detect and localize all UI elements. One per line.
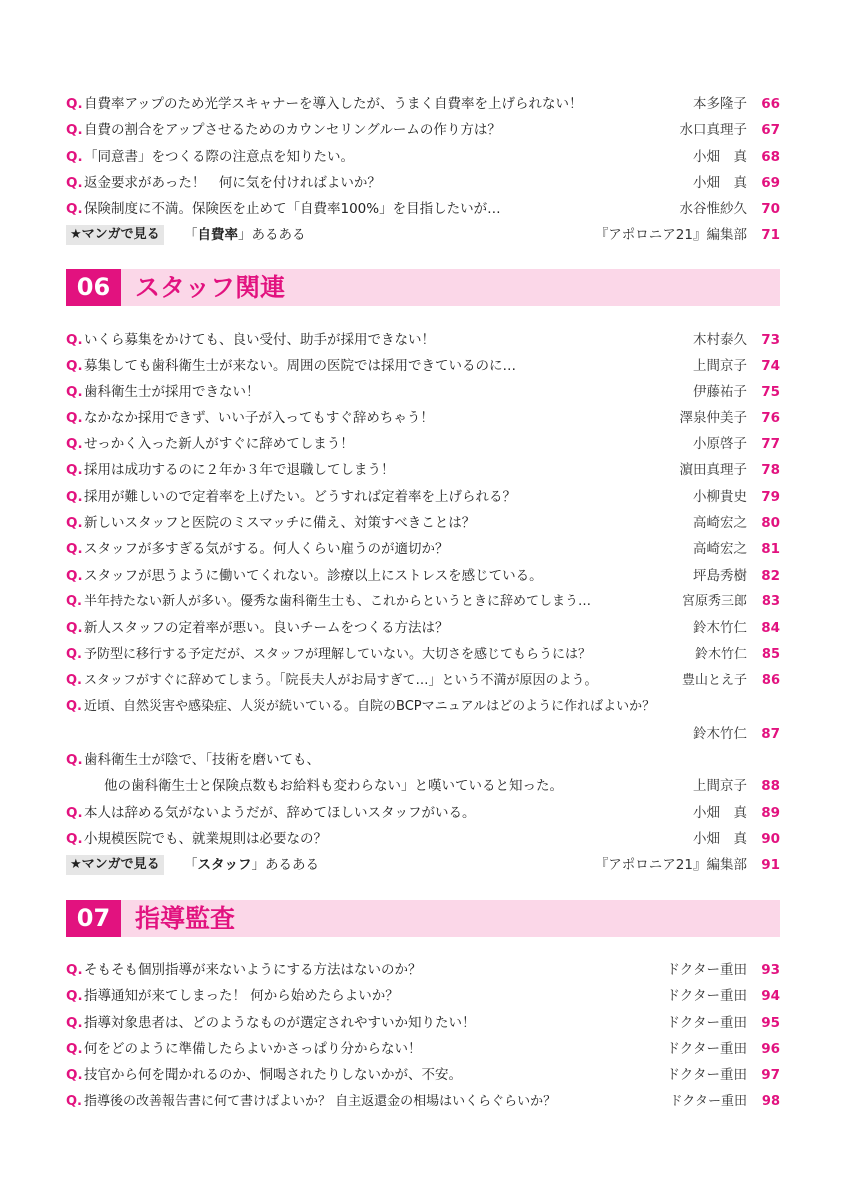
q-marker: Q.: [66, 752, 83, 768]
page-number: 93: [761, 962, 780, 978]
toc-row[interactable]: [66, 800, 780, 826]
q-marker: Q.: [66, 332, 83, 348]
page-number: 91: [761, 857, 780, 873]
toc-row[interactable]: [66, 170, 780, 196]
question-text: なかなか採用できず、いい子が入ってもすぐ辞めちゃう！: [84, 410, 434, 426]
question-text: 採用は成功するのに２年か３年で退職してしまう！: [84, 462, 395, 478]
q-marker: Q.: [66, 831, 83, 847]
author: 小原啓子: [693, 436, 747, 452]
author: ドクター重田: [666, 962, 747, 978]
question-text: スタッフが思うように働いてくれない。診療以上にストレスを感じている。: [84, 568, 543, 584]
author: 『アポロニア21』編集部: [594, 227, 747, 243]
question-text: 近頃、自然災害や感染症、人災が続いている。自院のBCPマニュアルはどのように作ればよいか？: [84, 699, 656, 714]
toc-row[interactable]: [66, 1036, 780, 1062]
question-text: 歯科衛生士が採用できない！: [84, 384, 260, 400]
q-marker: Q.: [66, 149, 83, 165]
author: 小柳貴史: [693, 489, 747, 505]
q-marker: Q.: [66, 620, 83, 636]
q-marker: Q.: [66, 410, 83, 426]
q-marker: Q.: [66, 515, 83, 531]
q-marker: Q.: [66, 805, 83, 821]
section-header-07: [66, 900, 780, 937]
author: 濵田真理子: [679, 462, 747, 478]
q-marker: Q.: [66, 201, 83, 217]
toc-row[interactable]: [66, 510, 780, 536]
q-marker: Q.: [66, 647, 82, 662]
toc-row[interactable]: [66, 327, 780, 353]
author: 『アポロニア21』編集部: [594, 857, 747, 873]
question-text: 半年持たない新人が多い。優秀な歯科衛生士も、これからというときに辞めてしまう…: [84, 594, 592, 609]
page-number: 95: [761, 1015, 780, 1031]
author: 木村泰久: [693, 332, 747, 348]
question-text: 保険制度に不満。保険医を止めて「自費率100%」を目指したいが…: [84, 201, 501, 217]
author: 上間京子: [693, 358, 747, 374]
page-number: 90: [761, 831, 780, 847]
q-marker: Q.: [66, 489, 83, 505]
question-text: 本人は辞める気がないようだが、辞めてほしいスタッフがいる。: [84, 805, 476, 821]
manga-tag: ★マンガで見る: [66, 855, 164, 875]
page-number: 97: [761, 1067, 780, 1083]
author: 鈴木竹仁: [693, 726, 747, 742]
question-text: せっかく入った新人がすぐに辞めてしまう！: [84, 436, 354, 452]
page-number: 94: [761, 988, 780, 1004]
toc-row[interactable]: [66, 379, 780, 405]
author: 高崎宏之: [693, 515, 747, 531]
author: 水谷惟紗久: [679, 201, 747, 217]
question-text: 何をどのように準備したらよいかさっぱり分からない！: [84, 1041, 422, 1057]
question-text: 募集しても歯科衛生士が来ない。周囲の医院では採用できているのに…: [84, 358, 516, 374]
question-text: 新しいスタッフと医院のミスマッチに備え、対策すべきことは？: [84, 515, 476, 531]
author: 小畑 真: [693, 175, 747, 191]
page-number: 84: [761, 620, 780, 636]
page-number: 71: [761, 227, 780, 243]
page-number: 67: [761, 122, 780, 138]
question-text: 「同意書」をつくる際の注意点を知りたい。: [84, 149, 354, 165]
page-number: 74: [761, 358, 780, 374]
toc-row[interactable]: [66, 694, 780, 720]
toc-row[interactable]: [66, 144, 780, 170]
page-number: 85: [761, 647, 780, 662]
question-text: スタッフがすぐに辞めてしまう。「院長夫人がお局すぎて…」という不満が原因のよう。: [84, 673, 598, 688]
author: 鈴木竹仁: [693, 620, 747, 636]
question-text: 小規模医院でも、就業規則は必要なの？: [84, 831, 327, 847]
author: 小畑 真: [693, 149, 747, 165]
page-number: 81: [761, 541, 780, 557]
page-number: 69: [761, 175, 780, 191]
page-number: 86: [761, 673, 780, 688]
manga-row[interactable]: [66, 222, 780, 248]
q-marker: Q.: [66, 1041, 83, 1057]
page-number: 88: [761, 778, 780, 794]
page-number: 98: [761, 1094, 780, 1109]
toc-row[interactable]: [66, 1089, 780, 1115]
section-header-06: [66, 269, 780, 306]
question-text: いくら募集をかけても、良い受付、助手が採用できない！: [84, 332, 435, 348]
manga-row[interactable]: [66, 852, 780, 878]
q-marker: Q.: [66, 988, 83, 1004]
question-text: 指導対象患者は、どのようなものが選定されやすいか知りたい！: [84, 1015, 476, 1031]
q-marker: Q.: [66, 594, 82, 609]
author: 小畑 真: [693, 805, 747, 821]
page-number: 76: [761, 410, 780, 426]
manga-tag: ★マンガで見る: [66, 225, 164, 245]
author: 高崎宏之: [693, 541, 747, 557]
q-marker: Q.: [66, 1094, 82, 1109]
manga-topic: 自費率: [197, 227, 238, 243]
question-text: スタッフが多すぎる気がする。何人くらい雇うのが適切か？: [84, 541, 449, 557]
q-marker: Q.: [66, 568, 83, 584]
page-number: 75: [761, 384, 780, 400]
page-number: 77: [761, 436, 780, 452]
question-text: 採用が難しいので定着率を上げたい。どうすれば定着率を上げられる？: [84, 489, 516, 505]
question-text: 返金要求があった！ 何に気を付ければよいか？: [84, 175, 381, 191]
q-marker: Q.: [66, 462, 83, 478]
toc-row[interactable]: [66, 353, 780, 379]
question-text: 自費の割合をアップさせるためのカウンセリングルームの作り方は？: [84, 122, 501, 138]
question-text: 予防型に移行する予定だが、スタッフが理解していない。大切さを感じてもらうには？: [84, 647, 592, 662]
page-number: 70: [761, 201, 780, 217]
question-text: 歯科衛生士が陰で、「技術を磨いても、: [84, 752, 320, 768]
author: ドクター重田: [666, 1067, 747, 1083]
toc-row[interactable]: [66, 431, 780, 457]
question-text: 指導後の改善報告書に何て書けばよいか？ 自主返還金の相場はいくらぐらいか？: [84, 1094, 557, 1109]
toc-row[interactable]: [66, 615, 780, 641]
question-text: 技官から何を聞かれるのか、恫喝されたりしないかが、不安。: [84, 1067, 462, 1083]
question-text: 指導通知が来てしまった！ 何から始めたらよいか？: [84, 988, 399, 1004]
author: 豊山とえ子: [681, 673, 747, 688]
author: 澤泉仲美子: [679, 410, 747, 426]
toc-row-continuation: [66, 773, 780, 799]
author: 鈴木竹仁: [694, 647, 747, 662]
author: 上間京子: [693, 778, 747, 794]
manga-topic: スタッフ: [197, 857, 252, 873]
section-number: 06: [66, 269, 121, 306]
page-number: 87: [761, 726, 780, 742]
q-marker: Q.: [66, 358, 83, 374]
toc-row[interactable]: [66, 484, 780, 510]
toc-row[interactable]: [66, 1010, 780, 1036]
page-number: 79: [761, 489, 780, 505]
section-title: スタッフ関連: [135, 273, 286, 302]
question-text: そもそも個別指導が来ないようにする方法はないのか？: [84, 962, 422, 978]
author: 小畑 真: [693, 831, 747, 847]
author: ドクター重田: [666, 988, 747, 1004]
author: 伊藤祐子: [693, 384, 747, 400]
page-number: 96: [761, 1041, 780, 1057]
q-marker: Q.: [66, 1067, 83, 1083]
toc-row[interactable]: [66, 826, 780, 852]
page-number: 68: [761, 149, 780, 165]
author: 坪島秀樹: [693, 568, 747, 584]
author: ドクター重田: [666, 1015, 747, 1031]
author: 本多隆子: [693, 96, 747, 112]
question-text-line2: 他の歯科衛生士と保険点数もお給料も変わらない」と嘆いていると知った。: [104, 778, 563, 794]
page-number: 89: [761, 805, 780, 821]
page-number: 82: [761, 568, 780, 584]
q-marker: Q.: [66, 122, 83, 138]
toc-row[interactable]: [66, 91, 780, 117]
toc-row[interactable]: [66, 563, 780, 589]
q-marker: Q.: [66, 1015, 83, 1031]
toc-row[interactable]: [66, 668, 780, 694]
q-marker: Q.: [66, 673, 82, 688]
toc-row[interactable]: [66, 405, 780, 431]
page-number: 78: [761, 462, 780, 478]
question-text: 自費率アップのため光学スキャナーを導入したが、うまく自費率を上げられない！: [84, 96, 583, 112]
question-text: 新人スタッフの定着率が悪い。良いチームをつくる方法は？: [84, 620, 449, 636]
q-marker: Q.: [66, 436, 83, 452]
toc-row[interactable]: [66, 117, 780, 143]
toc-row[interactable]: [66, 957, 780, 983]
toc-row[interactable]: [66, 457, 780, 483]
toc-row[interactable]: [66, 196, 780, 222]
q-marker: Q.: [66, 384, 83, 400]
page-number: 83: [761, 594, 780, 609]
page-number: 73: [761, 332, 780, 348]
q-marker: Q.: [66, 699, 82, 714]
toc-row[interactable]: [66, 983, 780, 1009]
toc-row[interactable]: [66, 536, 780, 562]
author: 宮原秀三郎: [681, 594, 747, 609]
q-marker: Q.: [66, 96, 83, 112]
author: ドクター重田: [666, 1041, 747, 1057]
q-marker: Q.: [66, 175, 83, 191]
manga-title: 「スタッフ」あるある: [184, 857, 319, 873]
toc-row[interactable]: [66, 1062, 780, 1088]
toc-row[interactable]: [66, 747, 780, 773]
toc-row-continuation: [66, 721, 780, 747]
toc-row[interactable]: [66, 589, 780, 615]
page-number: 66: [761, 96, 780, 112]
manga-title: 「自費率」あるある: [184, 227, 306, 243]
q-marker: Q.: [66, 541, 83, 557]
page-number: 80: [761, 515, 780, 531]
section-title: 指導監査: [135, 904, 236, 933]
toc-row[interactable]: [66, 642, 780, 668]
q-marker: Q.: [66, 962, 83, 978]
author: ドクター重田: [669, 1094, 747, 1109]
section-number: 07: [66, 900, 121, 937]
author: 水口真理子: [679, 122, 747, 138]
